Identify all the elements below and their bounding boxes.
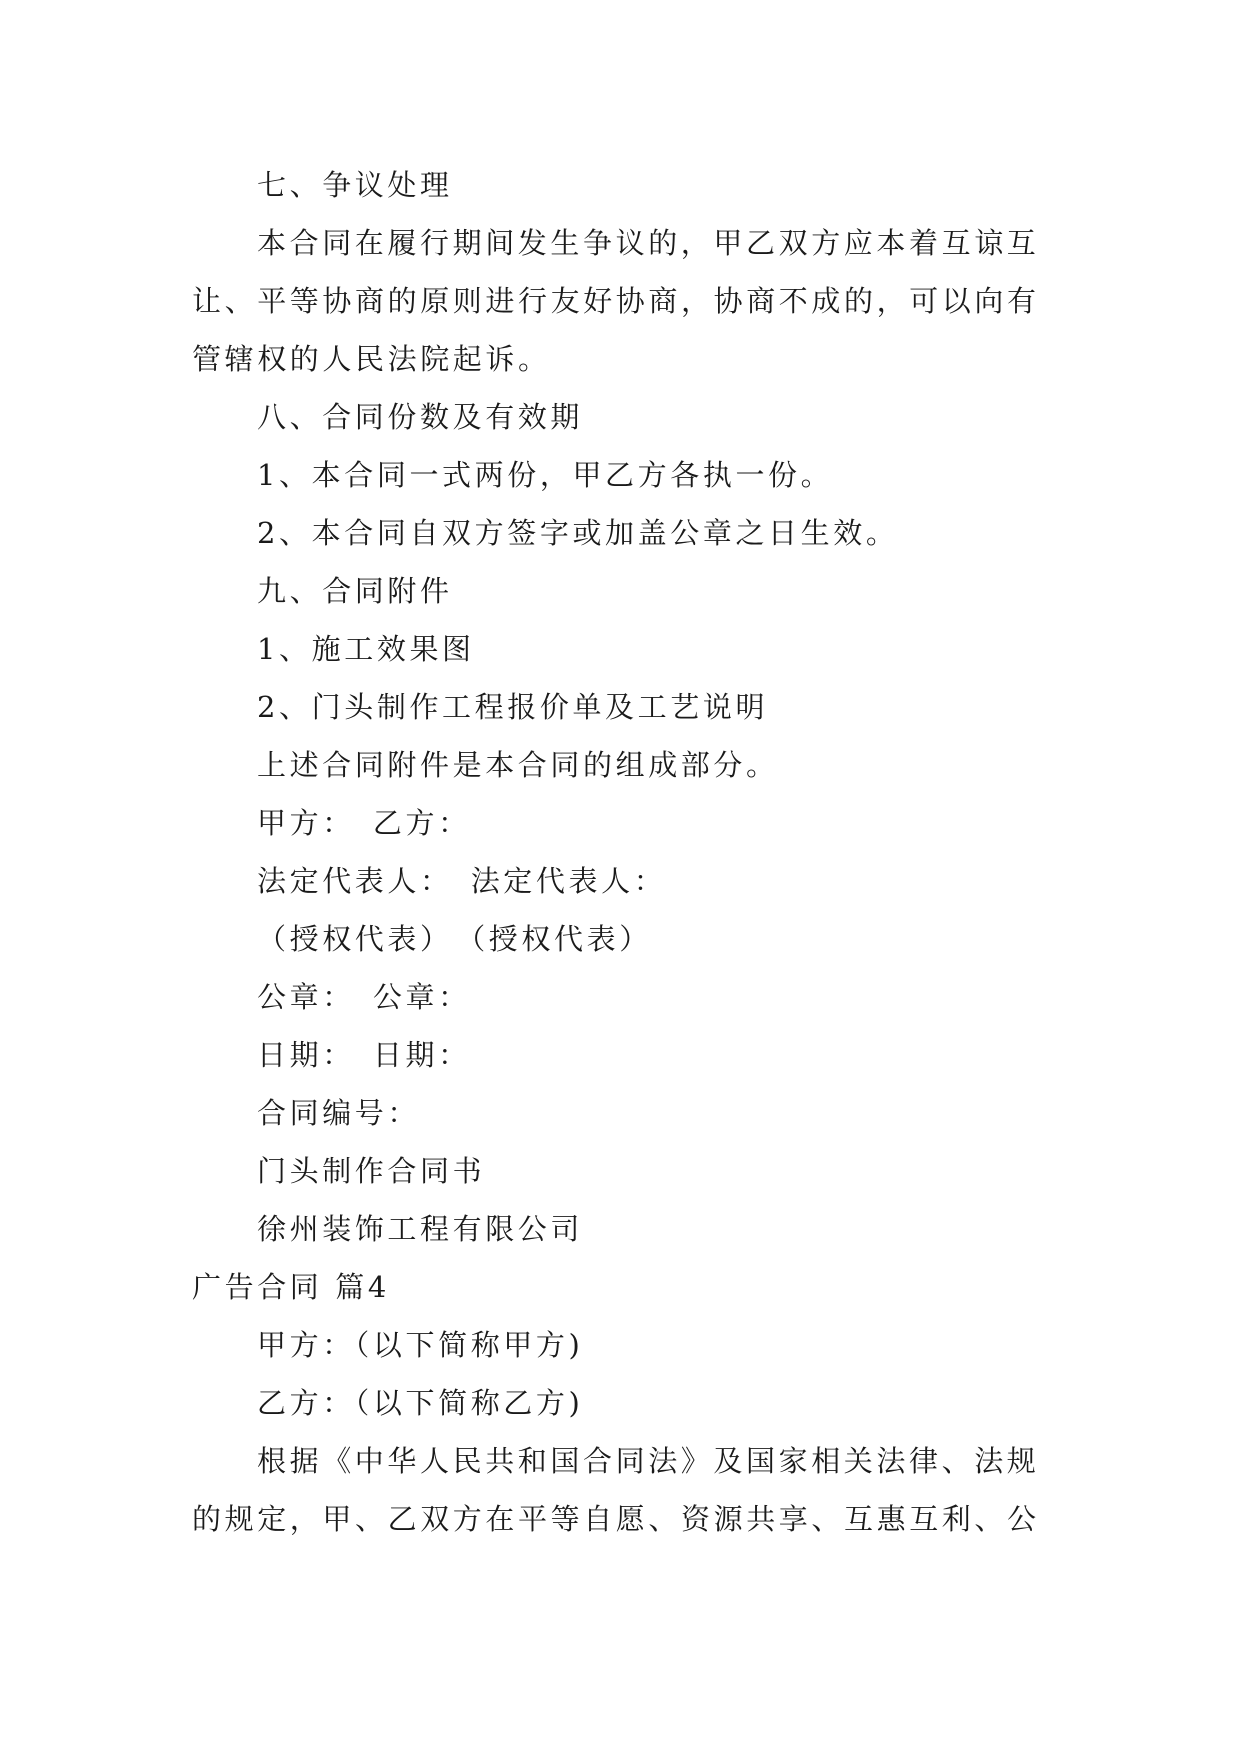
company-name: 徐州装饰工程有限公司	[257, 1212, 584, 1246]
signature-line-seal: 公章： 公章：	[257, 980, 471, 1014]
paragraph-line: 根据《中华人民共和国合同法》及国家相关法律、法规	[257, 1444, 1040, 1478]
list-item: 1、本合同一式两份，甲乙方各执一份。	[257, 458, 834, 492]
paragraph-line: 的规定，甲、乙双方在平等自愿、资源共享、互惠互利、公	[192, 1502, 1040, 1536]
article-heading: 广告合同 篇4	[192, 1270, 390, 1304]
section-heading-attachments: 九、合同附件	[257, 574, 453, 608]
signature-line-representative: 法定代表人： 法定代表人：	[257, 864, 667, 898]
list-item: 1、施工效果图	[257, 632, 475, 666]
section-heading-dispute: 七、争议处理	[257, 168, 453, 202]
signature-line-date: 日期： 日期：	[257, 1038, 471, 1072]
signature-line-authorized: （授权代表） （授权代表）	[257, 922, 652, 956]
paragraph-line: 本合同在履行期间发生争议的，甲乙双方应本着互谅互	[257, 226, 1040, 260]
signature-line-parties: 甲方： 乙方：	[257, 806, 471, 840]
party-a-line: 甲方：（以下简称甲方)	[257, 1328, 584, 1362]
paragraph-line: 让、平等协商的原则进行友好协商，协商不成的，可以向有	[192, 284, 1040, 318]
paragraph-line: 上述合同附件是本合同的组成部分。	[257, 748, 779, 782]
contract-number: 合同编号：	[257, 1096, 421, 1130]
list-item: 2、门头制作工程报价单及工艺说明	[257, 690, 769, 724]
party-b-line: 乙方：（以下简称乙方)	[257, 1386, 584, 1420]
paragraph-line: 管辖权的人民法院起诉。	[192, 342, 551, 376]
contract-title: 门头制作合同书	[257, 1154, 486, 1188]
list-item: 2、本合同自双方签字或加盖公章之日生效。	[257, 516, 899, 550]
section-heading-copies: 八、合同份数及有效期	[257, 400, 584, 434]
